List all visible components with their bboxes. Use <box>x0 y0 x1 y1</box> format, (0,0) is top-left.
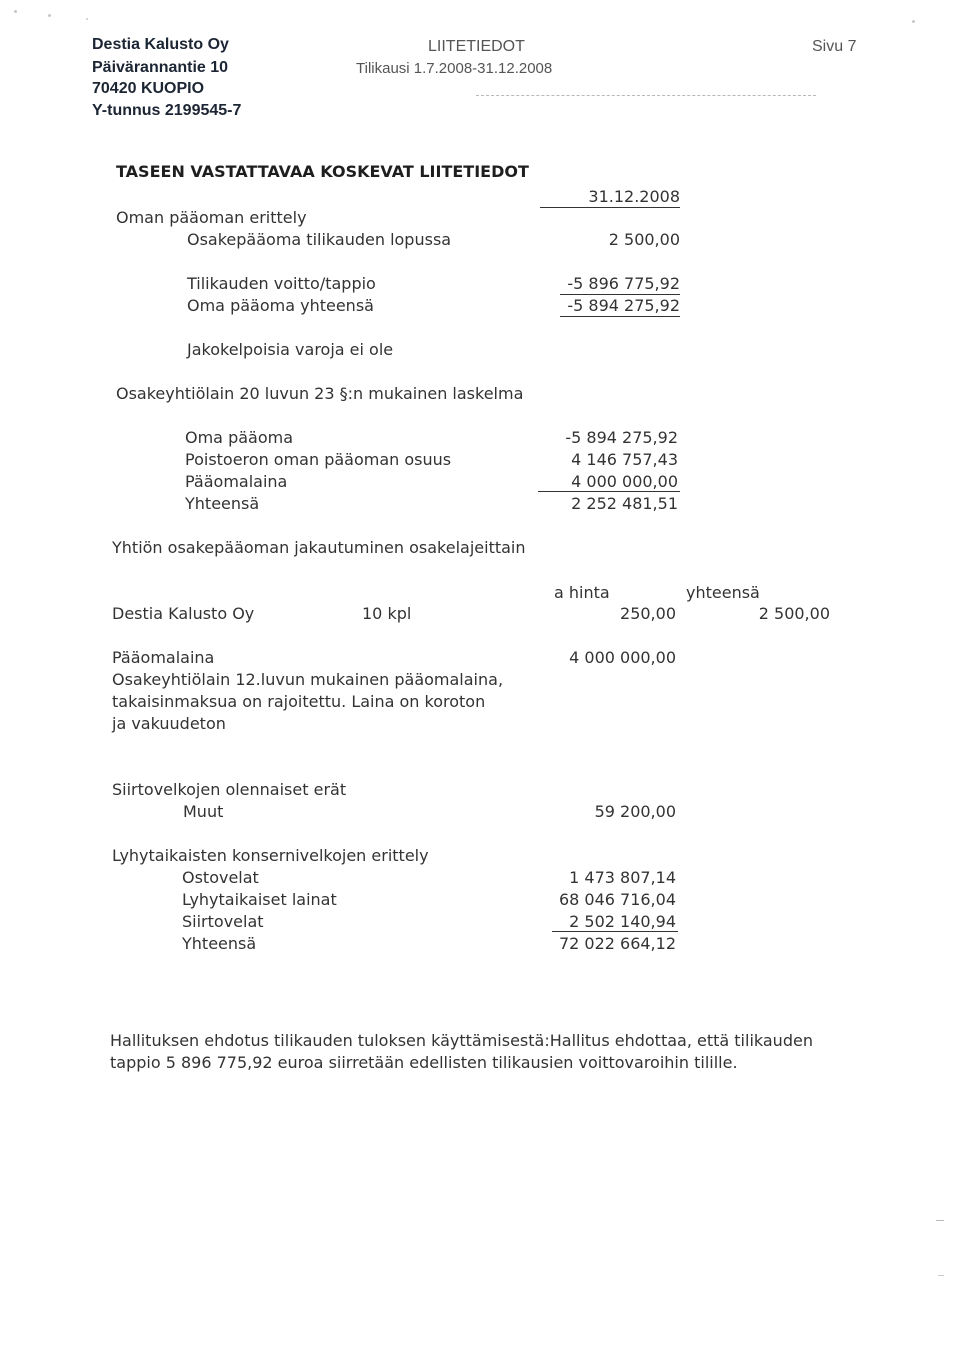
group-total-value: 72 022 664,12 <box>558 934 676 953</box>
capital-loan-description: takaisinmaksua on rajoitettu. Laina on koroton <box>112 692 486 711</box>
capital-loan-label: Pääomalaina <box>112 648 215 667</box>
date-column-header: 31.12.2008 <box>540 187 680 208</box>
scan-speck <box>86 18 88 20</box>
company-name: Destia Kalusto Oy <box>92 36 229 53</box>
profit-loss-value: -5 896 775,92 <box>567 274 680 293</box>
calc-row-label: Oma pääoma <box>185 428 294 447</box>
share-quantity: 10 kpl <box>362 604 412 623</box>
total-underline <box>560 316 680 317</box>
calc-total-label: Yhteensä <box>185 494 260 513</box>
share-capital-label: Osakepääoma tilikauden lopussa <box>187 230 452 249</box>
group-row-label: Ostovelat <box>182 868 259 887</box>
group-row-value: 2 502 140,94 <box>569 912 676 931</box>
share-class-name: Destia Kalusto Oy <box>112 604 255 623</box>
calc-row-label: Pääomalaina <box>185 472 288 491</box>
business-id: Y-tunnus 2199545-7 <box>92 102 242 119</box>
calc-row-value: 4 000 000,00 <box>571 472 678 491</box>
scan-speck <box>14 10 17 13</box>
group-liabilities-heading: Lyhytaikaisten konsernivelkojen erittely <box>112 846 429 865</box>
sum-line <box>560 294 680 295</box>
group-total-label: Yhteensä <box>182 934 257 953</box>
equity-total-label: Oma pääoma yhteensä <box>187 296 374 315</box>
unit-price-header: a hinta <box>554 583 610 602</box>
scan-mark <box>938 1275 944 1276</box>
section-title: TASEEN VASTATTAVAA KOSKEVAT LIITETIEDOT <box>116 162 529 181</box>
scan-speck <box>48 14 51 17</box>
calc-row-label: Poistoeron oman pääoman osuus <box>185 450 452 469</box>
group-row-label: Lyhytaikaiset lainat <box>182 890 337 909</box>
group-row-label: Siirtovelat <box>182 912 264 931</box>
group-row-value: 68 046 716,04 <box>558 890 676 909</box>
accruals-label: Muut <box>183 802 224 821</box>
capital-loan-value: 4 000 000,00 <box>569 648 676 667</box>
document-title: LIITETIEDOT <box>428 38 525 55</box>
distributable-funds-note: Jakokelpoisia varoja ei ole <box>187 340 394 359</box>
calc-row-value: -5 894 275,92 <box>565 428 678 447</box>
fiscal-period: Tilikausi 1.7.2008-31.12.2008 <box>356 60 553 77</box>
company-street: Päivärannantie 10 <box>92 59 229 76</box>
share-capital-value: 2 500,00 <box>608 230 680 249</box>
scan-speck <box>912 20 915 23</box>
profit-loss-label: Tilikauden voitto/tappio <box>187 274 376 293</box>
calculation-heading: Osakeyhtiölain 20 luvun 23 §:n mukainen laskelma <box>116 384 524 403</box>
company-city: 70420 KUOPIO <box>92 80 205 97</box>
share-unit-price: 250,00 <box>620 604 676 623</box>
accruals-value: 59 200,00 <box>594 802 676 821</box>
equity-total-value: -5 894 275,92 <box>567 296 680 315</box>
scan-mark <box>936 1220 944 1221</box>
board-proposal-line: tappio 5 896 775,92 euroa siirretään edellisten tilikausien voittovaroihin tilille. <box>110 1053 738 1072</box>
capital-loan-description: Osakeyhtiölain 12.luvun mukainen pääomalaina, <box>112 670 504 689</box>
accruals-heading: Siirtovelkojen olennaiset erät <box>112 780 347 799</box>
share-distribution-heading: Yhtiön osakepääoman jakautuminen osakelajeittain <box>112 538 526 557</box>
header-divider <box>476 95 816 96</box>
sum-line <box>552 931 678 932</box>
group-row-value: 1 473 807,14 <box>569 868 676 887</box>
total-header: yhteensä <box>686 583 760 602</box>
sum-line <box>538 491 680 492</box>
page-number: Sivu 7 <box>812 38 857 55</box>
equity-heading: Oman pääoman erittely <box>116 208 307 227</box>
calc-row-value: 4 146 757,43 <box>571 450 678 469</box>
capital-loan-description: ja vakuudeton <box>112 714 226 733</box>
share-total: 2 500,00 <box>758 604 830 623</box>
board-proposal-line: Hallituksen ehdotus tilikauden tuloksen käyttämisestä:Hallitus ehdottaa, että tilikauden <box>110 1031 813 1050</box>
calc-total-value: 2 252 481,51 <box>571 494 678 513</box>
